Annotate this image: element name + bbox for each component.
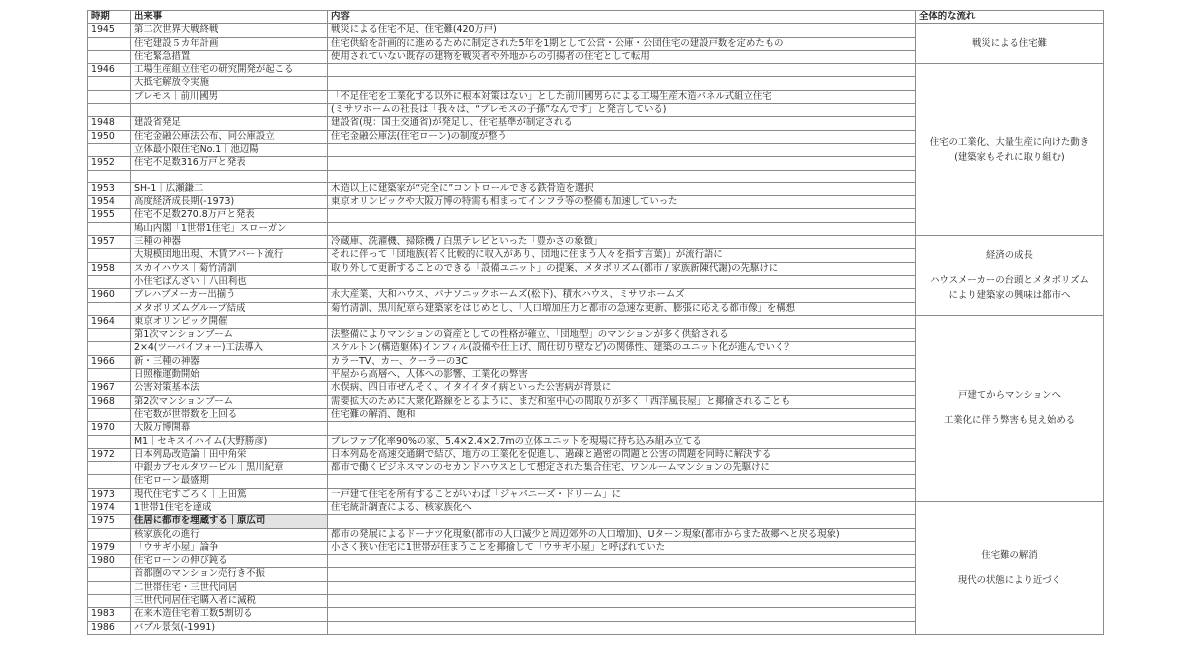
year-cell: 1968 [88, 395, 131, 408]
event-cell: メタボリズムグループ結成 [131, 302, 328, 315]
year-cell: 1970 [88, 422, 131, 435]
event-cell: プレハブメーカー出揃う [131, 289, 328, 302]
year-cell: 1948 [88, 117, 131, 130]
content-cell: 建設省(現：国土交通省)が発足し、住宅基準が制定される [328, 117, 916, 130]
content-cell: 都市の発展によるドーナツ化現象(都市の人口減少と周辺郊外の人口増加)、Uターン現象(都市からまた故郷へと戻る現象) [328, 528, 916, 541]
header-event: 出来事 [131, 11, 328, 24]
content-cell: カラーTV、カー、クーラーの3C [328, 355, 916, 368]
year-cell [88, 595, 131, 608]
event-cell: 高度経済成長期(-1973) [131, 196, 328, 209]
header-year: 時期 [88, 11, 131, 24]
year-cell [88, 222, 131, 235]
year-cell: 1979 [88, 541, 131, 554]
flow-spacer [919, 263, 1100, 273]
event-cell: 住宅ローンの伸び鈍る [131, 555, 328, 568]
event-cell: バブル景気(-1991) [131, 621, 328, 634]
year-cell [88, 104, 131, 117]
year-cell: 1972 [88, 448, 131, 461]
event-cell: 住宅不足数316万戸と発表 [131, 157, 328, 170]
event-cell: 第2次マンションブーム [131, 395, 328, 408]
header-row [88, 11, 1104, 24]
flow-text: ハウスメーカーの台頭とメタボリズム [930, 274, 1089, 286]
content-cell [328, 209, 916, 222]
event-cell: 住宅緊急措置 [131, 50, 328, 63]
event-cell: 現代住宅すごろく｜上田篤 [131, 488, 328, 501]
year-cell: 1966 [88, 355, 131, 368]
content-cell: 需要拡大のために大衆化路線をとるように、まだ和室中心の間取りが多く「西洋風長屋」と揶揄されることも [328, 395, 916, 408]
flow-cell [916, 64, 1104, 236]
content-cell [328, 170, 916, 182]
content-cell: 日本列島を高速交通網で結び、地方の工業化を促進し、過疎と過密の問題と公害の問題を同時に解決する [328, 448, 916, 461]
year-cell: 1946 [88, 64, 131, 77]
content-cell [328, 595, 916, 608]
table-row [88, 64, 1104, 77]
flow-spacer [919, 563, 1100, 573]
content-cell [328, 275, 916, 288]
year-cell [88, 302, 131, 315]
year-cell: 1983 [88, 608, 131, 621]
event-cell: 日照権運動開始 [131, 369, 328, 382]
content-cell [328, 422, 916, 435]
content-cell: (ミサワホームの社長は「我々は、“プレモスの子孫”なんです」と発言している) [328, 104, 916, 117]
flow-text: (建築家もそれに取り組む) [954, 151, 1065, 163]
event-cell: 新・三種の神器 [131, 355, 328, 368]
content-cell: それに伴って「団地族(若く比較的に収入があり、団地に住まう人々を指す言葉)」が流行語に [328, 249, 916, 262]
event-cell [131, 104, 328, 117]
year-cell [88, 462, 131, 475]
flow-text: 工業化に伴う弊害も見え始める [943, 415, 1076, 427]
content-cell: 菊竹清訓、黒川紀章ら建築家をはじめとし、「人口増加圧力と都市の急速な更新、膨張に応える都市像」を構想 [328, 302, 916, 315]
content-cell [328, 77, 916, 90]
event-cell: 公害対策基本法 [131, 382, 328, 395]
event-cell: 日本列島改造論｜田中角栄 [131, 448, 328, 461]
content-cell: 永大産業、大和ハウス、パナソニックホームズ(松下)、積水ハウス、ミサワホームズ [328, 289, 916, 302]
content-cell: プレファブ化率90%の家、5.4×2.4×2.7mの立体ユニットを現場に持ち込み組み立てる [328, 435, 916, 448]
event-cell: プレモス｜前川國男 [131, 90, 328, 103]
content-cell [328, 581, 916, 594]
year-cell: 1967 [88, 382, 131, 395]
event-cell: スカイハウス｜菊竹清訓 [131, 262, 328, 275]
year-cell: 1980 [88, 555, 131, 568]
content-cell: スケルトン(構造躯体)インフィル(設備や仕上げ、間仕切り壁など)の関係性、建築のユニット化が進んでいく？ [328, 342, 916, 355]
year-cell: 1974 [88, 501, 131, 514]
content-cell [328, 621, 916, 634]
event-cell: 住宅金融公庫法公布、同公庫設立 [131, 130, 328, 143]
event-cell: 「ウサギ小屋」論争 [131, 541, 328, 554]
content-cell [328, 64, 916, 77]
flow-text: 住宅難の解消 [981, 549, 1038, 561]
table-body [88, 24, 1104, 635]
event-cell: M1｜セキスイハイム(大野勝彦) [131, 435, 328, 448]
year-cell [88, 37, 131, 50]
table-row [88, 315, 1104, 328]
event-cell: 鳩山内閣「1世帯1住宅」スローガン [131, 222, 328, 235]
event-cell: 在来木造住宅着工数5割切る [131, 608, 328, 621]
event-cell: 三種の神器 [131, 236, 328, 249]
content-cell [328, 475, 916, 488]
year-cell: 1945 [88, 24, 131, 37]
event-cell: 建設省発足 [131, 117, 328, 130]
year-cell: 1964 [88, 315, 131, 328]
event-cell: 小住宅ばんざい｜八田利也 [131, 275, 328, 288]
content-cell [328, 315, 916, 328]
content-cell: 戦災による住宅不足、住宅難(420万戸) [328, 24, 916, 37]
content-cell: 法整備によりマンションの資産としての性格が確立、「団地型」のマンションが多く供給される [328, 329, 916, 342]
year-cell: 1973 [88, 488, 131, 501]
year-cell [88, 408, 131, 421]
content-cell [328, 143, 916, 156]
year-cell: 1975 [88, 515, 131, 528]
event-cell: 東京オリンピック開催 [131, 315, 328, 328]
year-cell [88, 143, 131, 156]
year-cell [88, 568, 131, 581]
year-cell [88, 475, 131, 488]
flow-text: により建築家の興味は都市へ [948, 289, 1071, 301]
event-cell: 二世帯住宅・三世代同居 [131, 581, 328, 594]
event-cell: 大規模団地出現、木賃アパート流行 [131, 249, 328, 262]
content-cell: 一戸建て住宅を所有することがいわば「ジャパニーズ・ドリーム」に [328, 488, 916, 501]
table-row [88, 24, 1104, 37]
event-cell: 住宅不足数270.8万戸と発表 [131, 209, 328, 222]
event-cell: 住宅ローン最盛期 [131, 475, 328, 488]
content-cell [328, 555, 916, 568]
flow-cell [916, 501, 1104, 634]
flow-cell [916, 315, 1104, 501]
content-cell [328, 568, 916, 581]
year-cell: 1958 [88, 262, 131, 275]
content-cell: 木造以上に建築家が“完全に”コントロールできる鉄骨造を選択 [328, 182, 916, 195]
year-cell: 1955 [88, 209, 131, 222]
year-cell [88, 275, 131, 288]
table-row [88, 501, 1104, 514]
year-cell: 1950 [88, 130, 131, 143]
content-cell: 取り外して更新することのできる「設備ユニット」の提案、メタボリズム(都市 / 家族新陳代謝)の先駆けに [328, 262, 916, 275]
event-cell: 住宅建設５カ年計画 [131, 37, 328, 50]
event-cell: 住居に都市を埋蔵する｜原広司 [131, 515, 328, 528]
event-cell: 三世代同居住宅購入者に減税 [131, 595, 328, 608]
content-cell: 住宅難の解消、飽和 [328, 408, 916, 421]
event-cell: 大阪万博開幕 [131, 422, 328, 435]
year-cell [88, 90, 131, 103]
content-cell: 平屋から高層へ、人体への影響、工業化の弊害 [328, 369, 916, 382]
event-cell: 立体最小限住宅No.1｜池辺陽 [131, 143, 328, 156]
event-cell: 核家族化の進行 [131, 528, 328, 541]
event-cell: 1世帯1住宅を達成 [131, 501, 328, 514]
flow-text: 戸建てからマンションへ [958, 390, 1061, 402]
year-cell: 1954 [88, 196, 131, 209]
flow-cell [916, 236, 1104, 316]
header-flow: 全体的な流れ [916, 11, 1104, 24]
year-cell [88, 329, 131, 342]
event-cell: 第1次マンションブーム [131, 329, 328, 342]
event-cell: 住宅数が世帯数を上回る [131, 408, 328, 421]
event-cell: 首都圏のマンション売行き不振 [131, 568, 328, 581]
content-cell: 住宅統計調査による、核家族化へ [328, 501, 916, 514]
year-cell [88, 50, 131, 63]
content-cell: 冷蔵庫、洗濯機、掃除機 / 白黒テレビといった「豊かさの象徴」 [328, 236, 916, 249]
flow-spacer [919, 403, 1100, 413]
year-cell [88, 249, 131, 262]
event-cell: 第二次世界大戦終戦 [131, 24, 328, 37]
event-cell [131, 170, 328, 182]
year-cell: 1953 [88, 182, 131, 195]
table-row [88, 236, 1104, 249]
year-cell [88, 77, 131, 90]
year-cell [88, 435, 131, 448]
year-cell [88, 342, 131, 355]
year-cell: 1952 [88, 157, 131, 170]
content-cell [328, 515, 916, 528]
housing-history-table [87, 10, 1104, 635]
year-cell [88, 528, 131, 541]
event-cell: 工場生産組立住宅の研究開発が起こる [131, 64, 328, 77]
year-cell [88, 369, 131, 382]
content-cell: 「不足住宅を工業化する以外に根本対策はない」とした前川國男らによる工場生産木造パネル式組立住宅 [328, 90, 916, 103]
content-cell [328, 157, 916, 170]
content-cell: 住宅金融公庫法(住宅ローン)の制度が整う [328, 130, 916, 143]
event-cell: 中銀カプセルタワービル｜黒川紀章 [131, 462, 328, 475]
event-cell: SH-1｜広瀬鎌二 [131, 182, 328, 195]
content-cell: 住宅供給を計画的に進めるために制定された5年を1期として公営・公庫・公団住宅の建設戸数を定めたもの [328, 37, 916, 50]
event-cell: 大抵宅解放令実施 [131, 77, 328, 90]
content-cell: 使用されていない既存の建物を戦災者や外地からの引揚者の住宅として転用 [328, 50, 916, 63]
flow-text: 住宅の工業化、大量生産に向けた動き [929, 136, 1090, 148]
flow-text: 経済の成長 [986, 249, 1033, 261]
content-cell: 東京オリンピックや大阪万博の特需も相まってインフラ等の整備も加速していった [328, 196, 916, 209]
content-cell [328, 222, 916, 235]
year-cell [88, 581, 131, 594]
content-cell [328, 608, 916, 621]
flow-text: 戦災による住宅難 [971, 38, 1047, 50]
header-content: 内容 [328, 11, 916, 24]
event-cell: 2×4(ツーバイフォー)工法導入 [131, 342, 328, 355]
year-cell: 1986 [88, 621, 131, 634]
content-cell: 水俣病、四日市ぜんそく、イタイイタイ病といった公害病が背景に [328, 382, 916, 395]
year-cell: 1957 [88, 236, 131, 249]
flow-cell [916, 24, 1104, 64]
year-cell: 1960 [88, 289, 131, 302]
flow-text: 現代の状態により近づく [957, 574, 1062, 586]
content-cell: 小さく狭い住宅に1世帯が住まうことを揶揄して「ウサギ小屋」と呼ばれていた [328, 541, 916, 554]
year-cell [88, 170, 131, 182]
content-cell: 都市で働くビジネスマンのセカンドハウスとして想定された集合住宅、ワンルームマンションの先駆けに [328, 462, 916, 475]
